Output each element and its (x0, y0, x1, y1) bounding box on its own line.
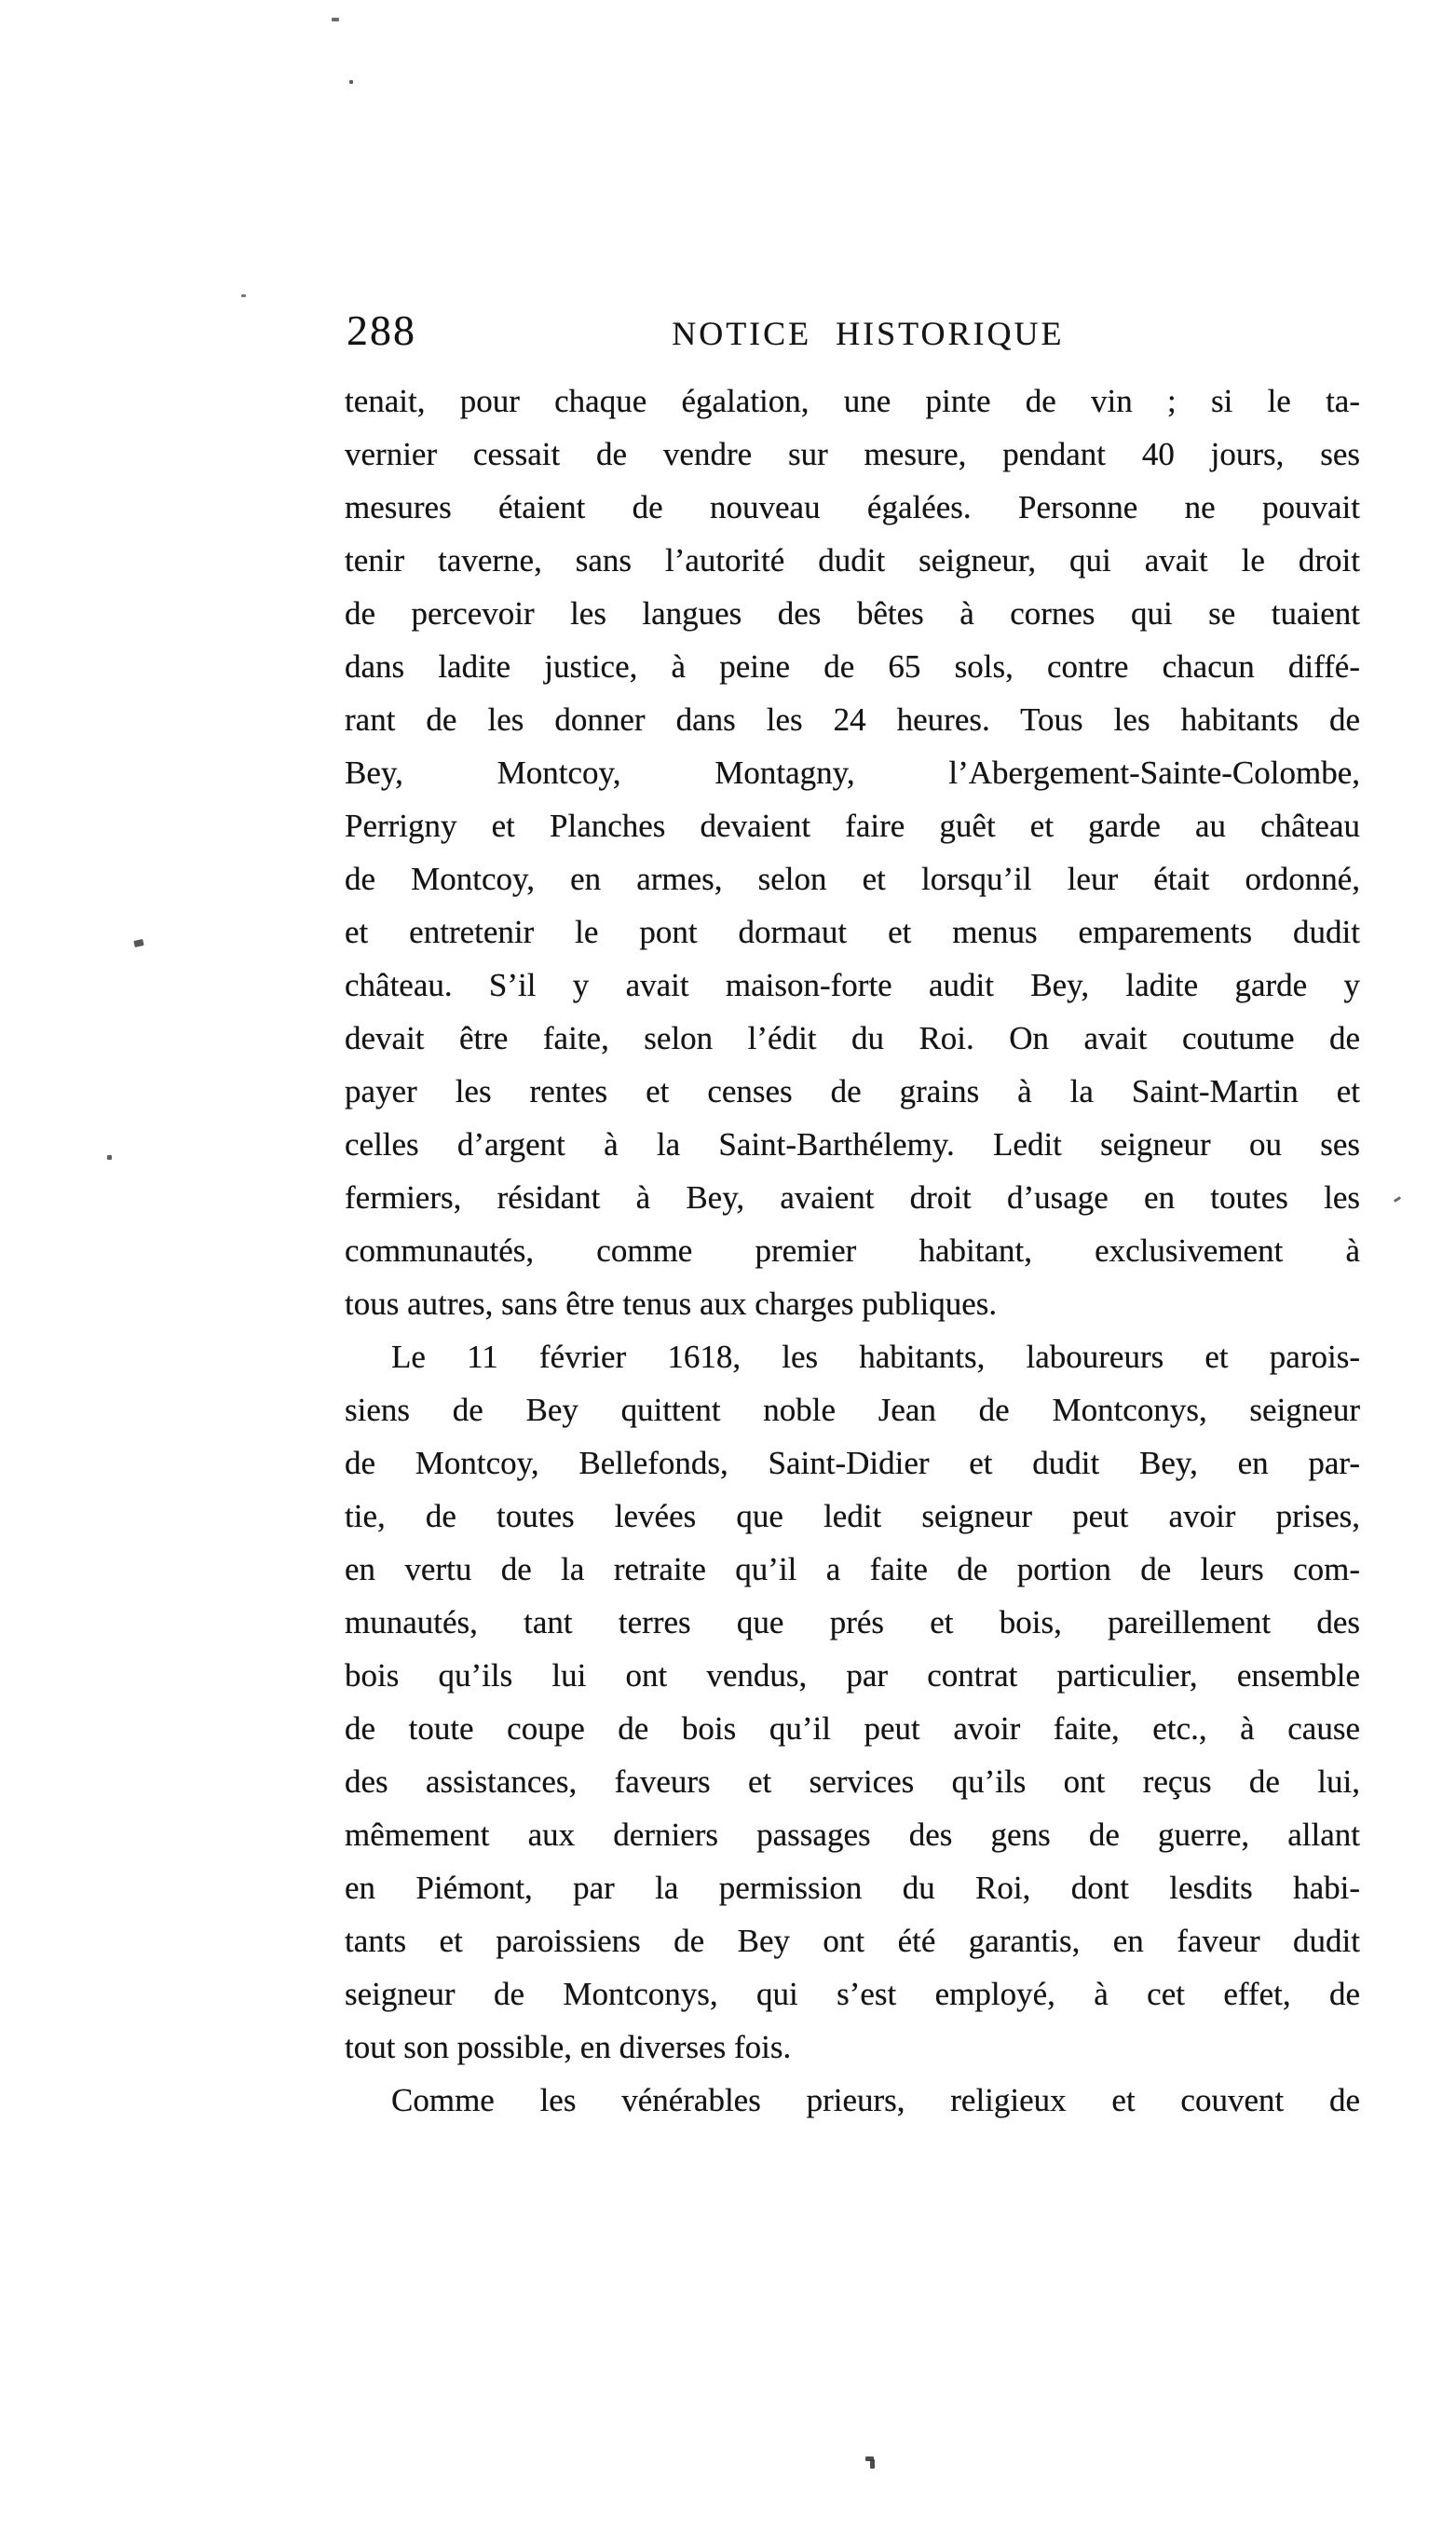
text-line: Le 11 février 1618, les habitants, laboureurs et parois- (391, 1339, 1360, 1375)
text-line: et entretenir le pont dormaut et menus emparements dudit (345, 914, 1360, 950)
text-line: château. S’il y avait maison-forte audit Bey, ladite garde y (345, 967, 1360, 1003)
text-line: devait être faite, selon l’édit du Roi. On avait coutume de (345, 1020, 1360, 1056)
scan-artifact (107, 1155, 112, 1160)
text-line: communautés, comme premier habitant, exclusivement à (345, 1232, 1360, 1269)
scan-artifact (241, 294, 246, 297)
text-line: tous autres, sans être tenus aux charges publiques. (345, 1286, 998, 1322)
text-line: tenait, pour chaque égalation, une pinte de vin ; si le ta- (345, 383, 1360, 419)
scan-artifact (1394, 1196, 1401, 1203)
scan-artifact (133, 939, 143, 947)
scan-artifact (870, 2459, 875, 2469)
page-body-text (345, 374, 1360, 2127)
text-line: munautés, tant terres que prés et bois, pareillement des (345, 1604, 1360, 1640)
text-line: en Piémont, par la permission du Roi, dont lesdits habi- (345, 1870, 1360, 1906)
text-line: de Montcoy, Bellefonds, Saint-Didier et dudit Bey, en par- (345, 1445, 1360, 1481)
page-number: 288 (347, 306, 416, 354)
text-line: en vertu de la retraite qu’il a faite de portion de leurs com- (345, 1551, 1360, 1587)
text-line: payer les rentes et censes de grains à la Saint-Martin et (345, 1073, 1360, 1109)
text-line: Perrigny et Planches devaient faire guêt et garde au château (345, 808, 1360, 844)
text-line: celles d’argent à la Saint-Barthélemy. Ledit seigneur ou ses (345, 1126, 1360, 1163)
text-line: seigneur de Montconys, qui s’est employé, à cet effet, de (345, 1976, 1360, 2012)
text-line: de Montcoy, en armes, selon et lorsqu’il leur était ordonné, (345, 861, 1360, 897)
text-line: des assistances, faveurs et services qu’ils ont reçus de lui, (345, 1763, 1360, 1800)
text-line: tie, de toutes levées que ledit seigneur peut avoir prises, (345, 1498, 1360, 1534)
text-line: de percevoir les langues des bêtes à cornes qui se tuaient (345, 595, 1360, 632)
running-title: NOTICE HISTORIQUE (672, 315, 1065, 352)
scan-artifact (349, 80, 353, 84)
text-line: tenir taverne, sans l’autorité dudit seigneur, qui avait le droit (345, 542, 1360, 578)
text-line: mesures étaient de nouveau égalées. Personne ne pouvait (345, 489, 1360, 525)
text-line: bois qu’ils lui ont vendus, par contrat particulier, ensemble (345, 1657, 1360, 1694)
text-line: vernier cessait de vendre sur mesure, pendant 40 jours, ses (345, 436, 1360, 472)
text-line: tants et paroissiens de Bey ont été garantis, en faveur dudit (345, 1923, 1360, 1959)
scan-artifact (332, 18, 339, 21)
text-line: mêmement aux derniers passages des gens de guerre, allant (345, 1817, 1360, 1853)
page-header (345, 306, 1360, 365)
text-line: dans ladite justice, à peine de 65 sols, contre chacun diffé- (345, 648, 1360, 685)
text-line: fermiers, résidant à Bey, avaient droit d’usage en toutes les (345, 1179, 1360, 1216)
text-line: siens de Bey quittent noble Jean de Montconys, seigneur (345, 1392, 1360, 1428)
text-line: tout son possible, en diverses fois. (345, 2029, 792, 2065)
text-line: Comme les vénérables prieurs, religieux et couvent de (391, 2082, 1360, 2118)
text-line: de toute coupe de bois qu’il peut avoir faite, etc., à cause (345, 1710, 1360, 1747)
text-line: rant de les donner dans les 24 heures. Tous les habitants de (345, 701, 1360, 738)
text-line: Bey, Montcoy, Montagny, l’Abergement-Sainte-Colombe, (345, 755, 1360, 791)
